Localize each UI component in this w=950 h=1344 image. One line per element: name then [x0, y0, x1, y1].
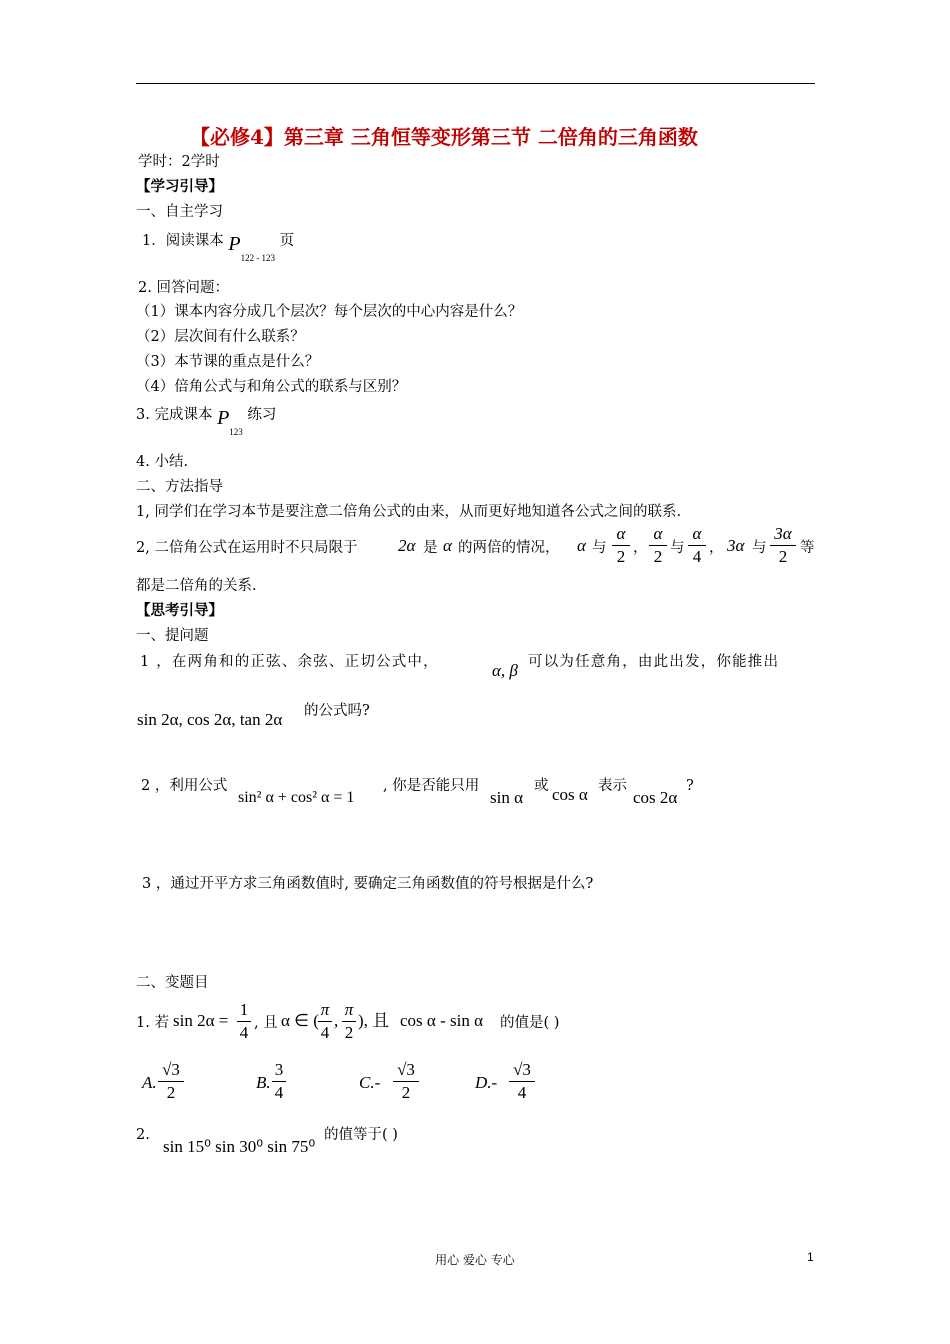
think-2-represent: 表示 — [598, 778, 627, 794]
think-2-text-2: , 你是否能只用 — [383, 778, 480, 794]
method-2-line2: 都是二倍角的关系. — [136, 578, 257, 594]
page-number: 1 — [807, 1250, 814, 1264]
comma: ， — [633, 540, 648, 556]
question-3: （3）本节课的重点是什么？ — [136, 354, 320, 370]
problem-2-end: 的值等于( ) — [324, 1127, 398, 1143]
footer-motto: 用心 爱心 专心 — [435, 1253, 515, 1267]
method-2-is: 是 — [423, 540, 438, 556]
expr-alpha-in: α ∈ ( — [281, 1011, 319, 1030]
item-read-textbook: 1．阅读课本 $P_{122 - 123}$ 页 — [142, 233, 295, 263]
header-rule — [136, 83, 815, 84]
problem-1-close: ), 且 — [358, 1011, 390, 1030]
option-c-label: C.- — [359, 1073, 381, 1092]
method-2-and: 与 — [752, 540, 767, 556]
think-1-text: 1 ，在两角和的正弦、余弦、正切公式中， — [140, 654, 439, 670]
option-b-value: 3 4 — [272, 1060, 286, 1103]
expr-cos-minus-sin: cos α - sin α — [400, 1011, 483, 1030]
method-2-text: 2, 二倍角公式在运用时不只局限于 — [136, 540, 358, 556]
section-heading-learning: 【学习引导】 — [136, 178, 223, 195]
expr-pythagorean-identity: sin² α + cos² α = 1 — [238, 789, 355, 806]
item-answer-questions: 2. 回答问题： — [138, 280, 229, 296]
part-self-study: 一、自主学习 — [136, 204, 223, 220]
part-questions: 一、提问题 — [136, 628, 209, 644]
part-variant-problems: 二、变题目 — [136, 975, 209, 991]
think-1-end: 的公式吗? — [304, 703, 370, 719]
method-2-twice: 的两倍的情况， — [458, 540, 560, 556]
think-2-text: 2 ，利用公式 — [141, 778, 228, 794]
option-d-value: √3 4 — [509, 1060, 535, 1103]
method-2-and: 与 — [592, 540, 607, 556]
section-heading-thinking: 【思考引导】 — [136, 602, 223, 619]
expr-alpha: α — [443, 536, 452, 555]
expr-alpha: α — [577, 536, 586, 555]
comma: ， — [709, 540, 724, 556]
expr-cos-2alpha: cos 2α — [633, 788, 678, 807]
expr-sin-product: sin 15⁰ sin 30⁰ sin 75⁰ — [163, 1137, 316, 1156]
option-b-label: B. — [256, 1073, 271, 1092]
item-exercise: 3. 完成课本 $P_{123}$ 练习 — [136, 407, 277, 437]
fraction-one-quarter: 1 4 — [237, 1000, 251, 1043]
fraction-alpha-over-4: α 4 — [688, 524, 706, 567]
fraction-pi-over-2: π 2 — [342, 1000, 356, 1043]
item-summary: 4. 小结. — [136, 454, 189, 470]
expr-sin-alpha: sin α — [490, 788, 523, 807]
fraction-pi-over-4: π 4 — [318, 1000, 332, 1043]
expr-sin-2alpha-equals: sin 2α = — [173, 1011, 229, 1030]
option-a-label: A. — [142, 1073, 157, 1092]
fraction-3alpha-over-2: 3α 2 — [770, 524, 796, 567]
expr-cos-alpha: cos α — [552, 785, 588, 804]
option-a-value: √3 2 — [158, 1060, 184, 1103]
expr-2alpha: 2α — [398, 536, 416, 555]
problem-1-and: , 且 — [254, 1015, 278, 1031]
expr-double-angle-functions: sin 2α, cos 2α, tan 2α — [137, 710, 283, 729]
fraction-alpha-over-2: α 2 — [649, 524, 667, 567]
fraction-alpha-over-2: α 2 — [612, 524, 630, 567]
problem-2-label: 2. — [136, 1127, 150, 1143]
page-ref-number: 123 — [229, 427, 243, 437]
expr-3alpha: 3α — [727, 536, 745, 555]
comma: , — [334, 1011, 339, 1030]
page-ref-range: 122 - 123 — [240, 253, 276, 263]
problem-1-end: 的值是( ) — [500, 1015, 560, 1031]
think-2-qmark: ? — [686, 778, 694, 794]
option-c-value: √3 2 — [393, 1060, 419, 1103]
question-2: （2）层次间有什么联系？ — [136, 329, 305, 345]
page-ref-symbol: P — [228, 233, 241, 255]
option-d-label: D.- — [475, 1073, 498, 1092]
think-2-or: 或 — [534, 778, 549, 794]
method-2-etc: 等 — [800, 540, 815, 556]
page-title: 【必修4】第三章 三角恒等变形第三节 二倍角的三角函数 — [190, 125, 698, 149]
think-1-text-2: 可以为任意角，由此出发，你能推出 — [528, 654, 780, 670]
method-1: 1, 同学们在学习本节是要注意二倍角公式的由来，从而更好地知道各公式之间的联系. — [136, 504, 682, 520]
method-2-and: 与 — [670, 540, 685, 556]
page-ref-symbol: P — [217, 407, 230, 429]
study-hours: 学时：2学时 — [138, 154, 220, 170]
expr-alpha-beta: α, β — [492, 661, 518, 680]
part-method: 二、方法指导 — [136, 479, 223, 495]
question-4: （4）倍角公式与和角公式的联系与区别？ — [136, 379, 407, 395]
problem-1-label: 1. 若 — [136, 1015, 169, 1031]
think-3-text: 3 ，通过开平方求三角函数值时, 要确定三角函数值的符号根据是什么? — [142, 876, 594, 892]
question-1: （1）课本内容分成几个层次？每个层次的中心内容是什么？ — [136, 304, 523, 320]
